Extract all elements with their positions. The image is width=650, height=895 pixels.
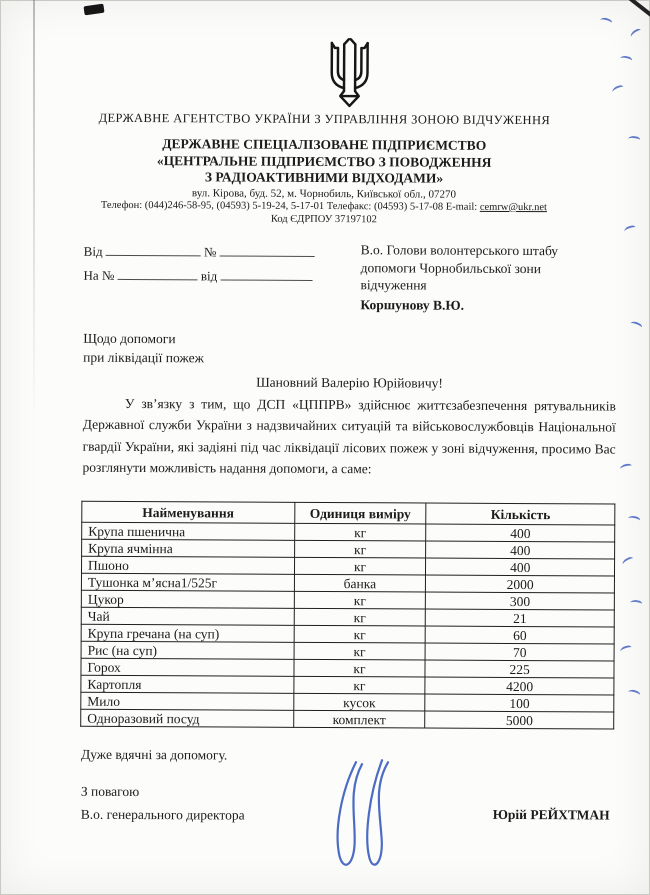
quantity-cell: 400 <box>426 558 615 576</box>
recipient-name: Коршунову В.Ю. <box>360 296 465 313</box>
edrpou-code: Код ЄДРПОУ 37197102 <box>270 213 377 226</box>
item-name-cell: Рис (на суп) <box>81 641 294 659</box>
thanks-line: Дуже вдячні за допомогу. <box>81 746 228 763</box>
quantity-cell: 400 <box>426 541 615 559</box>
organization-name-line: ДЕРЖАВНЕ СПЕЦІАЛІЗОВАНЕ ПІДПРИЄМСТВО <box>162 136 487 153</box>
column-header-unit: Одиниця виміру <box>294 502 426 524</box>
regards-line: З повагою <box>80 783 140 800</box>
org-contacts <box>0 199 649 213</box>
salutation: Шановний Валерію Юрійовичу! <box>256 374 443 391</box>
quantity-cell: 21 <box>426 609 615 627</box>
item-name-cell: Цукор <box>81 590 294 608</box>
phone-fax-text: Телефон: (044)246-58-95, (04593) 5-19-24, 5-17-01 Телефакс: (04593) 5-17-08 E-mail: <box>100 199 480 213</box>
trident-emblem-icon <box>321 38 377 117</box>
unit-cell: кг <box>294 642 426 660</box>
quantity-cell: 5000 <box>425 711 614 729</box>
column-header-quantity: Кількість <box>426 503 615 525</box>
reference-line-out <box>84 240 315 265</box>
item-name-cell: Одноразовий посуд <box>81 709 294 727</box>
item-name-cell: Крупа гречана (на суп) <box>81 624 294 642</box>
organization-name <box>0 135 649 188</box>
unit-cell: комплект <box>293 710 425 728</box>
item-name-cell: Чай <box>81 607 294 625</box>
quantity-cell: 100 <box>425 694 614 712</box>
organization-name-line: З РАДІОАКТИВНИМИ ВІДХОДАМИ» <box>204 169 444 186</box>
quantity-cell: 300 <box>426 592 615 610</box>
reference-line-in <box>83 264 314 289</box>
subject-line: Щодо допомоги <box>83 330 176 347</box>
unit-cell: кг <box>294 591 426 609</box>
quantity-cell: 60 <box>426 626 615 644</box>
recipient-line: В.о. Голови волонтерського штабу <box>360 242 559 259</box>
table-row <box>81 709 614 729</box>
unit-cell: кг <box>294 625 426 643</box>
item-name-cell: Пшоно <box>81 556 294 574</box>
item-name-cell: Тушонка м’ясна1/525г <box>81 573 294 591</box>
date-blank <box>106 243 201 256</box>
number-blank <box>118 267 198 280</box>
subject-line: при ліквідації пожеж <box>83 349 204 366</box>
signer-name: Юрій РЕЙХТМАН <box>492 806 610 823</box>
table-header-row <box>82 501 615 525</box>
quantity-cell: 4200 <box>425 677 614 695</box>
item-name-cell: Картопля <box>81 675 294 693</box>
item-name-cell: Крупа пшенична <box>82 522 295 540</box>
quantity-cell: 400 <box>426 524 615 542</box>
item-name-cell: Горох <box>81 658 294 676</box>
signer-position: В.о. генерального директора <box>80 806 245 823</box>
recipient-block <box>360 241 600 314</box>
subject-block <box>83 329 204 368</box>
organization-name-line: «ЦЕНТРАЛЬНЕ ПІДПРИЄМСТВО З ПОВОДЖЕННЯ <box>156 152 492 170</box>
org-address: вул. Кірова, буд. 52, м. Чорнобиль, Київської обл., 07270 <box>191 187 457 201</box>
unit-cell: кг <box>293 676 425 694</box>
quantity-cell: 225 <box>425 660 614 678</box>
quantity-cell: 2000 <box>426 575 615 593</box>
agency-name: ДЕРЖАВНЕ АГЕНТСТВО УКРАЇНИ З УПРАВЛІННЯ ЗОНОЮ ВІДЧУЖЕННЯ <box>98 110 551 128</box>
unit-cell: кусок <box>293 693 425 711</box>
handwritten-signature <box>317 756 413 876</box>
unit-cell: кг <box>294 608 426 626</box>
item-name-cell: Крупа ячмінна <box>82 539 295 557</box>
unit-cell: кг <box>294 523 426 541</box>
on-number-label: На № <box>83 267 115 283</box>
column-header-name: Найменування <box>82 501 295 523</box>
number-label: № <box>204 244 217 260</box>
date-blank <box>220 267 312 280</box>
item-name-cell: Мило <box>81 692 294 710</box>
email-text: cemrw@ukr.net <box>479 201 547 214</box>
from-label: Від <box>83 243 103 259</box>
unit-cell: кг <box>294 659 426 677</box>
reference-block <box>83 240 314 289</box>
unit-cell: кг <box>294 557 426 575</box>
letter-body <box>82 371 616 481</box>
aid-request-table <box>80 501 615 730</box>
recipient-line: допомоги Чорнобильської зони <box>360 259 541 276</box>
unit-cell: банка <box>294 574 426 592</box>
unit-cell: кг <box>294 540 426 558</box>
body-paragraph: У зв’язку з тим, що ДСП «ЦППРВ» здійснює життєзабезпечення рятувальників Державної служби України з надзвичайних ситуацій та військовослужбовців Національної гвардії України, які задіяні під час ліквідації лісових пожеж у зоні відчуження, просимо Вас розглянути можливість надання допомоги, а саме: <box>82 395 616 477</box>
number-blank <box>220 243 315 256</box>
from2-label: від <box>200 268 218 284</box>
recipient-line: відчуження <box>360 277 427 293</box>
quantity-cell: 70 <box>425 643 614 661</box>
